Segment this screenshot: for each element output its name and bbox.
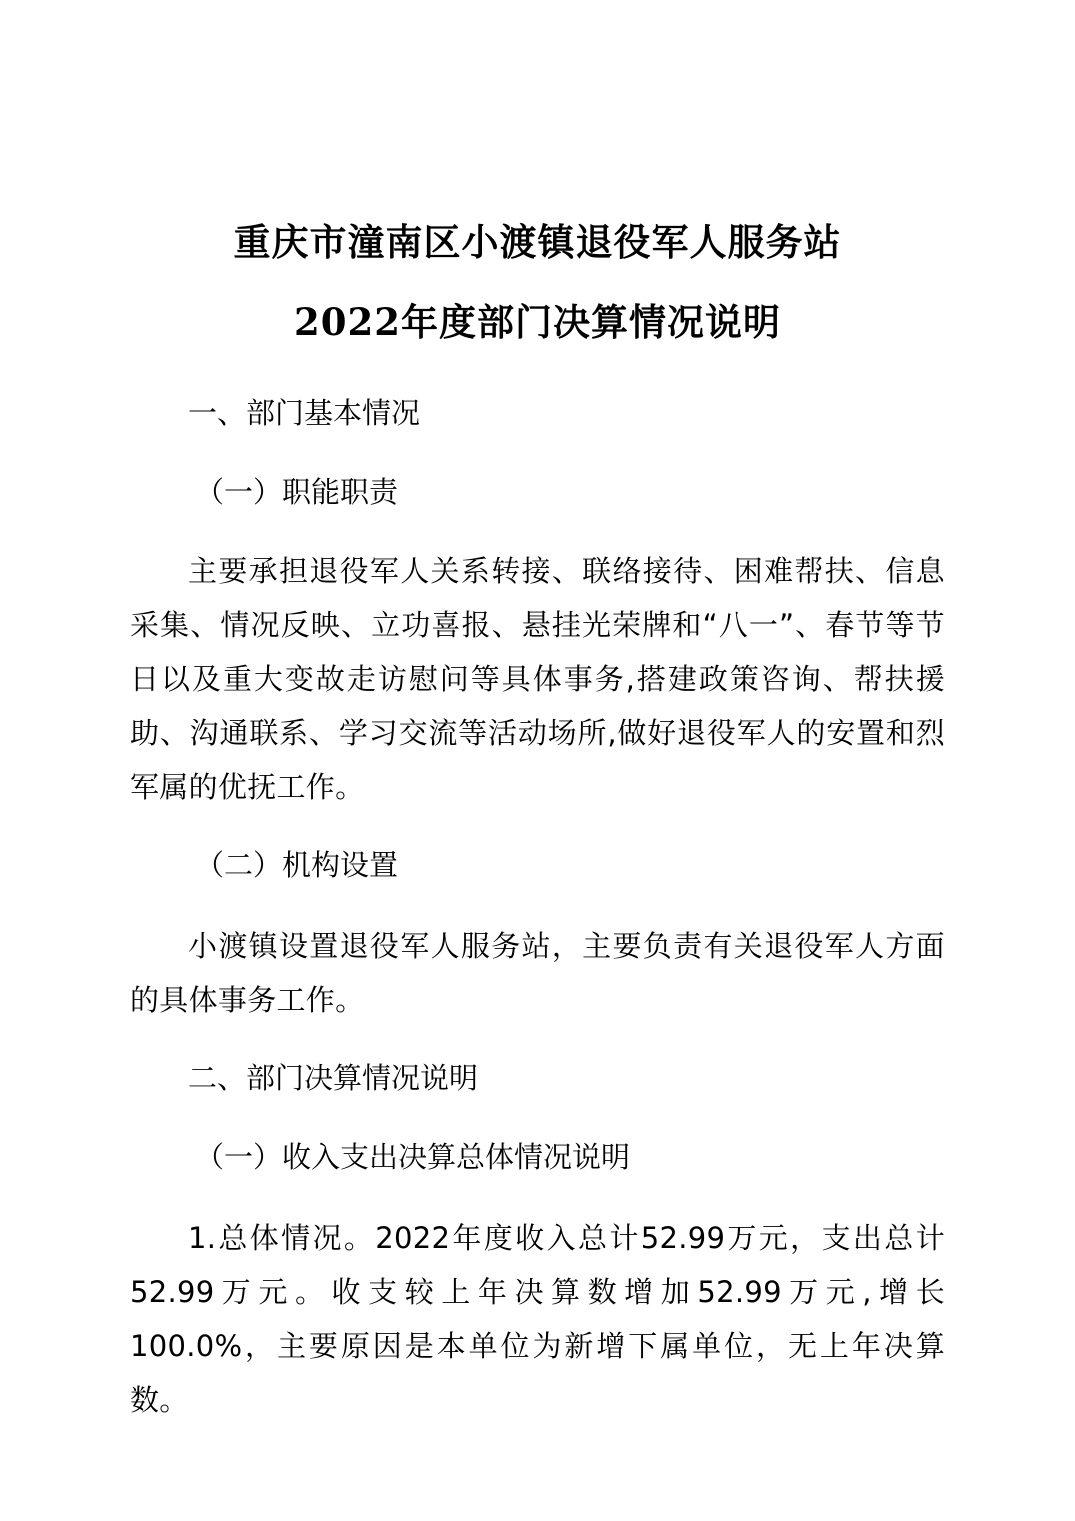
section1-sub2-heading: （二）机构设置	[195, 848, 399, 882]
section1-sub1-paragraph: 主要承担退役军人关系转接、联络接待、困难帮扶、信息采集、情况反映、立功喜报、悬挂光荣牌和“八一”、春节等节日以及重大变故走访慰问等具体事务,搭建政策咨询、帮扶援助、沟通联系、学习交流等活动场所,做好退役军人的安置和烈军属的优抚工作。	[130, 554, 945, 804]
section1-heading: 一、部门基本情况	[188, 396, 421, 430]
section1-sub2-paragraph: 小渡镇设置退役军人服务站，主要负责有关退役军人方面的具体事务工作。	[130, 929, 945, 1017]
section1-sub1-heading: （一）职能职责	[195, 475, 399, 509]
section2-sub1-heading: （一）收入支出决算总体情况说明	[195, 1140, 631, 1174]
document-title-line2: 2022年度部门决算情况说明	[294, 300, 781, 344]
section2-sub1-paragraph: 1.总体情况。2022年度收入总计52.99万元，支出总计52.99万元。收支较上年决算数增加52.99万元,增长100.0%，主要原因是本单位为新增下属单位，无上年决算数。	[130, 1221, 945, 1417]
section2-heading: 二、部门决算情况说明	[188, 1061, 479, 1095]
document-title-line1: 重庆市潼南区小渡镇退役军人服务站	[233, 220, 842, 264]
